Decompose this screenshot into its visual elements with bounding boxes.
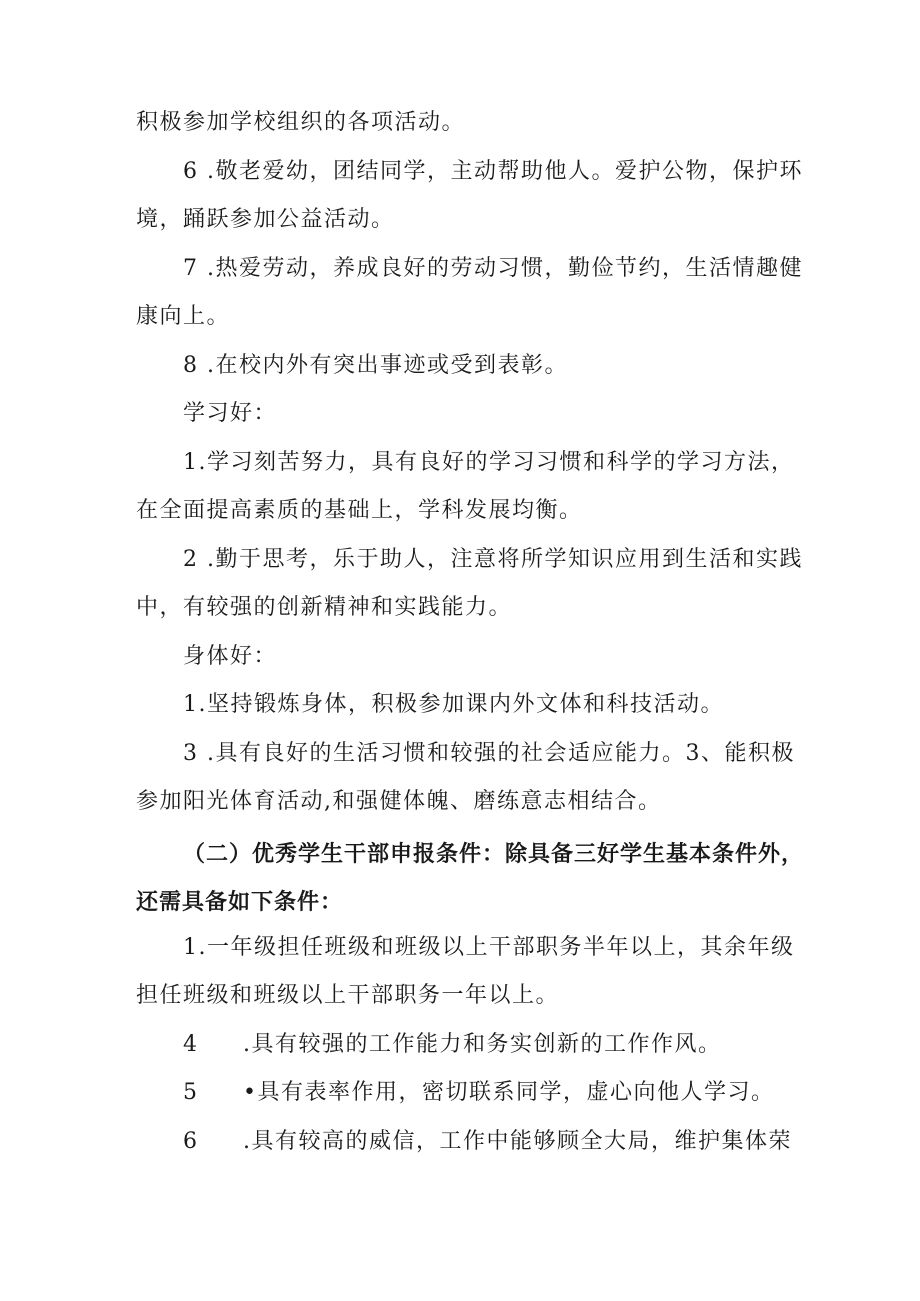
section-heading: 身体好： bbox=[183, 644, 278, 669]
item-text: .具有较强的工作能力和务实创新的工作作风。 bbox=[243, 1032, 722, 1057]
item-number: 4 bbox=[183, 1032, 197, 1057]
text-line: 2 .勤于思考，乐于助人，注意将所学知识应用到生活和实践 bbox=[183, 547, 803, 572]
text-line: 积极参加学校组织的各项活动。 bbox=[136, 110, 466, 135]
section-heading: 学习好： bbox=[183, 401, 278, 426]
text-line: 3 .具有良好的生活习惯和较强的社会适应能力。3、能积极 bbox=[183, 741, 795, 766]
item-text: •具有表率作用，密切联系同学，虚心向他人学习。 bbox=[243, 1080, 775, 1105]
text-line: 康向上。 bbox=[136, 304, 231, 329]
text-line: 担任班级和班级以上干部职务一年以上。 bbox=[136, 983, 560, 1008]
text-line: 7 .热爱劳动，养成良好的劳动习惯，勤俭节约，生活情趣健 bbox=[183, 256, 803, 281]
text-line: 参加阳光体育活动,和强健体魄、磨练意志相结合。 bbox=[136, 789, 662, 814]
bold-heading: 还需具备如下条件： bbox=[136, 889, 344, 915]
bold-heading: （二）优秀学生干部申报条件：除具备三好学生基本条件外， bbox=[183, 841, 805, 867]
item-number: 5 bbox=[183, 1080, 197, 1105]
text-line: 在全面提高素质的基础上，学科发展均衡。 bbox=[136, 498, 583, 523]
item-number: 6 bbox=[183, 1129, 197, 1154]
text-line: 6 .敬老爱幼，团结同学，主动帮助他人。爱护公物，保护环 bbox=[183, 159, 803, 184]
text-line: 1.一年级担任班级和班级以上干部职务半年以上，其余年级 bbox=[183, 935, 795, 960]
item-text: .具有较高的威信，工作中能够顾全大局，维护集体荣 bbox=[243, 1129, 792, 1154]
text-line: 1.坚持锻炼身体，积极参加课内外文体和科技活动。 bbox=[183, 692, 724, 717]
text-line: 1.学习刻苦努力，具有良好的学习习惯和科学的学习方法， bbox=[183, 450, 795, 475]
text-line: 中，有较强的创新精神和实践能力。 bbox=[136, 595, 513, 620]
text-line: 境，踊跃参加公益活动。 bbox=[136, 207, 395, 232]
text-line: 8 .在校内外有突出事迹或受到表彰。 bbox=[183, 353, 568, 378]
